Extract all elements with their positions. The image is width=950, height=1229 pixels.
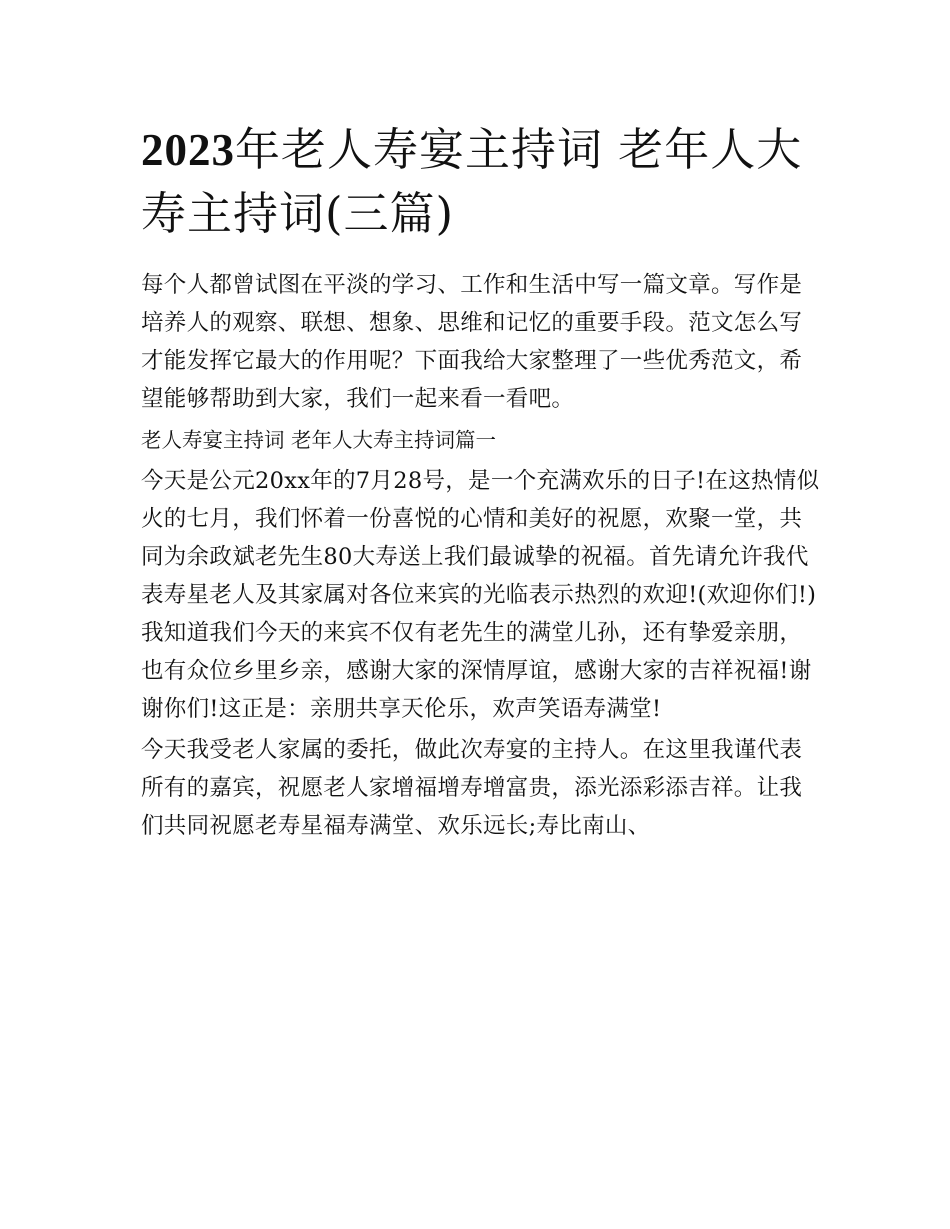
document-content [141, 118, 821, 848]
section-heading: 老人寿宴主持词 老年人大寿主持词篇一 [141, 428, 497, 452]
document-title [141, 118, 821, 246]
intro-paragraph: 每个人都曾试图在平淡的学习、工作和生活中写一篇文章。写作是培养人的观察、联想、想象、思维和记忆的重要手段。范文怎么写才能发挥它最大的作用呢？下面我给大家整理了一些优秀范文，希望能够帮助到大家，我们一起来看一看吧。 [141, 272, 803, 412]
title-text: 年老人寿宴主持词 老年人大寿主持词(三篇) [141, 123, 803, 240]
title-year: 2023 [141, 125, 235, 175]
body-paragraph-2: 今天我受老人家属的委托，做此次寿宴的主持人。在这里我谨代表所有的嘉宾，祝愿老人家增福增寿增富贵，添光添彩添吉祥。让我们共同祝愿老寿星福寿满堂、欢乐远长;寿比南山、 [141, 737, 803, 839]
body-paragraph-1: 今天是公元20xx年的7月28号，是一个充满欢乐的日子!在这热情似火的七月，我们怀着一份喜悦的心情和美好的祝愿，欢聚一堂，共同为余政斌老先生80大寿送上我们最诚挚的祝福。首先请允许我代表寿星老人及其家属对各位来宾的光临表示热烈的欢迎!(欢迎你们!)我知道我们今天的来宾不仅有老先生的满堂儿孙，还有挚爱亲朋，也有众位乡里乡亲，感谢大家的深情厚谊，感谢大家的吉祥祝福!谢谢你们!这正是：亲朋共享天伦乐，欢声笑语寿满堂! [141, 468, 820, 722]
